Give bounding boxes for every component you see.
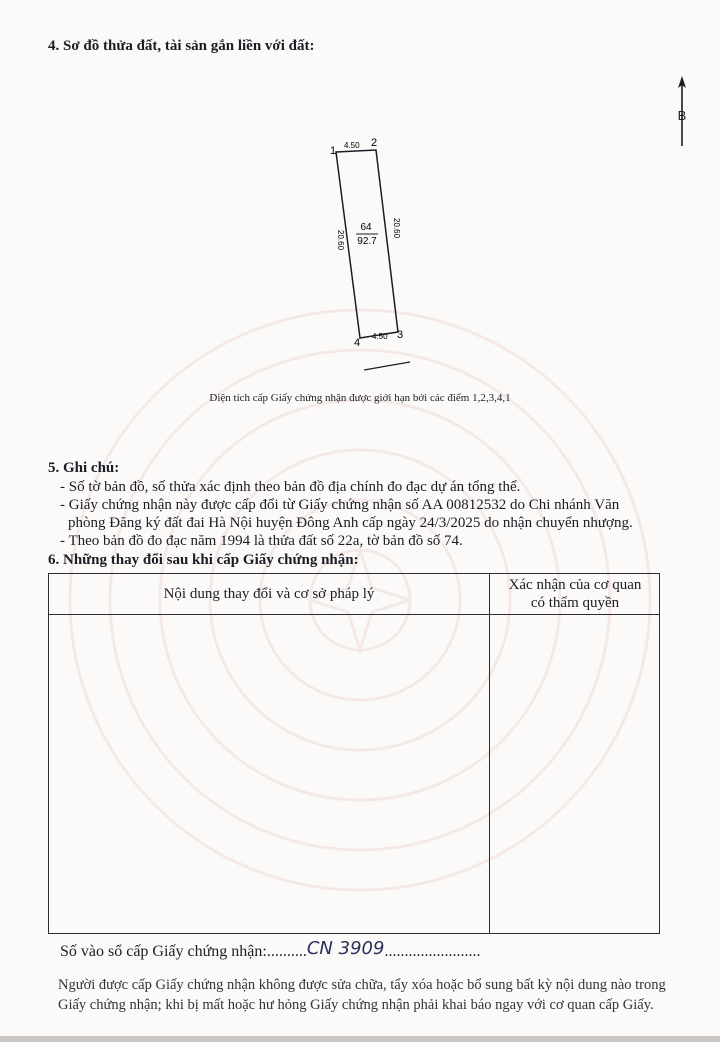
- land-plot-diagram: [320, 130, 430, 380]
- point-1-label: 1: [330, 145, 337, 157]
- registration-number-line: [60, 940, 480, 961]
- north-arrow-icon: [672, 76, 692, 148]
- right-edge-length: 20.60: [392, 218, 401, 239]
- section-5-title: 5. Ghi chú:: [48, 460, 120, 476]
- header-confirmation-line2: có thẩm quyền: [530, 595, 620, 611]
- table-column-divider: [489, 574, 490, 933]
- warning-line-1: Người được cấp Giấy chứng nhận không được sửa chữa, tẩy xóa hoặc bổ sung bất kỳ nội dung nào trong: [58, 977, 666, 993]
- point-4-label: 4: [354, 337, 361, 349]
- top-edge-length: 4.50: [344, 141, 360, 150]
- note-item: - Số tờ bản đồ, số thửa xác định theo bản đồ địa chính đo đạc dự án tổng thể.: [60, 479, 521, 495]
- changes-table: [48, 573, 660, 934]
- bottom-edge-length: 4.50: [372, 332, 388, 341]
- header-confirmation-line1: Xác nhận của cơ quan: [508, 577, 642, 593]
- table-header-confirmation: [490, 574, 660, 614]
- registration-dots: ..........: [266, 943, 307, 960]
- note-item: phòng Đăng ký đất đai Hà Nội huyện Đông Anh cấp ngày 24/3/2025 do nhận chuyển nhượng.: [68, 515, 633, 531]
- note-item: - Theo bản đồ đo đạc năm 1994 là thửa đất số 22a, tờ bản đồ số 74.: [60, 533, 463, 549]
- section-4-title: 4. Sơ đồ thửa đất, tài sản gắn liền với đất:: [48, 38, 315, 54]
- north-label: B: [677, 108, 687, 123]
- table-header-divider: [49, 614, 659, 615]
- registration-label: Số vào sổ cấp Giấy chứng nhận:: [60, 943, 267, 960]
- parcel-area: 92.7: [357, 236, 377, 247]
- certificate-warning: [58, 975, 666, 1015]
- table-header-content: [49, 574, 489, 614]
- point-2-label: 2: [371, 137, 378, 149]
- road-line: [364, 362, 410, 370]
- note-item: - Giấy chứng nhận này được cấp đổi từ Giấy chứng nhận số AA 00812532 do Chi nhánh Văn: [60, 497, 620, 513]
- warning-line-2: Giấy chứng nhận; khi bị mất hoặc hư hỏng Giấy chứng nhận phải khai báo ngay với cơ quan cấp Giấy.: [58, 997, 654, 1013]
- point-3-label: 3: [397, 329, 404, 341]
- header-content-label: Nội dung thay đổi và cơ sở pháp lý: [163, 585, 375, 602]
- registration-dots: ........................: [384, 943, 481, 960]
- parcel-number: 64: [360, 222, 372, 233]
- plot-caption: Diện tích cấp Giấy chứng nhận được giới hạn bởi các điểm 1,2,3,4,1: [209, 392, 511, 404]
- page-bottom-edge: [0, 1036, 720, 1042]
- section-6-title: 6. Những thay đổi sau khi cấp Giấy chứng nhận:: [48, 552, 359, 568]
- left-edge-length: 20.60: [336, 230, 345, 251]
- notes-list: [60, 478, 633, 550]
- registration-handwritten-number: CN 3909: [306, 938, 385, 959]
